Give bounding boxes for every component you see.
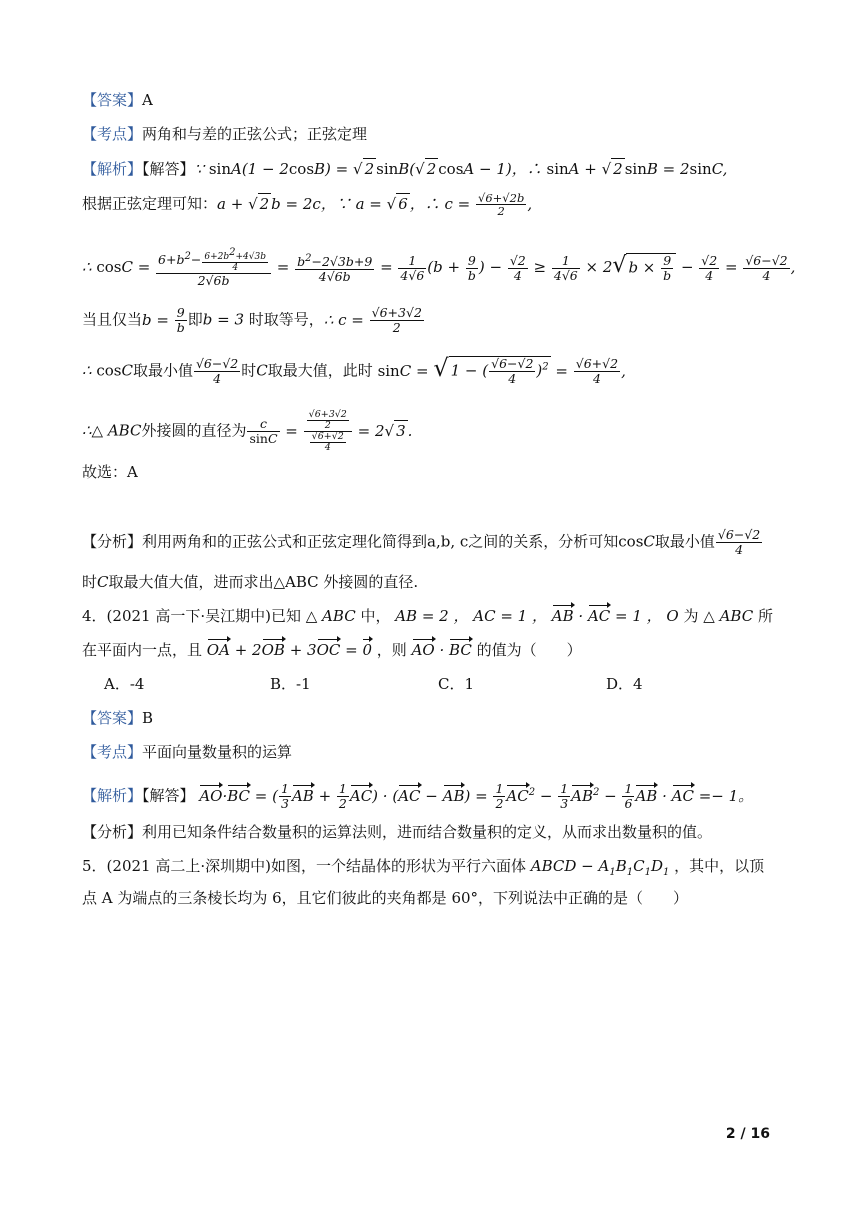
q3-line-sine-law: [82, 192, 532, 217]
analysis-tag: 【解析】: [82, 160, 143, 178]
solve-tag: 【解答】: [142, 786, 195, 805]
text: 的值为（ ）: [476, 641, 582, 659]
formula: ∵ sinA(1 − 2cosB) = √ 2 sinB(√ 2 cosA − 1)，∴ sinA + √ 2 sinB = 2sinC,: [194, 160, 728, 178]
q4-option-b: B．-1: [270, 675, 311, 693]
q3-choose: 故选：A: [82, 463, 138, 481]
text: 根据正弦定理可知：: [82, 194, 218, 213]
q3-fenxi-line2: [82, 572, 418, 592]
q4-prefix: 4．(2021 高一下·吴江期中): [82, 607, 271, 625]
text: 时: [241, 361, 257, 380]
point-text: 平面向量数量积的运算: [142, 743, 293, 761]
solve-tag: 【解答】: [142, 160, 195, 178]
formula: OA + 2OB + 3OC = 0: [206, 641, 373, 659]
formula: C: [256, 361, 268, 380]
q3-line-equal: [82, 306, 425, 335]
formula: △ ABC: [698, 607, 758, 625]
answer-tag: 【答案】: [82, 91, 143, 109]
formula: △ ABC: [300, 607, 361, 625]
q5-stem-line1: [82, 856, 764, 883]
text: 当且仅当: [82, 310, 143, 329]
text: 取最大值大值，进而求出△ABC 外接圆的直径.: [108, 573, 419, 591]
text: 所: [757, 607, 773, 625]
text: 即: [187, 310, 203, 329]
text: ，则: [376, 641, 407, 659]
point-tag: 【考点】: [82, 125, 143, 143]
formula: ∴ cosC = $6+b^2-$ $\frac{6+2b^2+4√3b}{4}$ 2√6b = $\frac{b^2-2√3b+9}{4√6b}$ = $\frac{1}{4√6}$ (b + $\frac{9}{b}$ ) − $\frac{√2}{4}$ ≥ $\frac{1}{4√6}$ × 2√ b × $\frac{9}{b}$ − $\frac{√2}{4}$ = $\frac{√6-√2}{4}$ ,: [82, 247, 796, 288]
formula: $\frac{c}{\sin C}$ = $\frac{\frac{√6+3√2}{2}}{\frac{√6+√2}{4}}$ = 2√ 3 .: [249, 409, 413, 453]
q3-fenxi-line: [82, 528, 763, 557]
text: 时取等号，: [248, 310, 324, 329]
answer-tag: 【答案】: [82, 709, 143, 727]
fenxi-tag: 【分析】: [82, 532, 143, 551]
q5-prefix: 5．(2021 高二上·深圳期中): [82, 857, 271, 875]
answer-value: A: [142, 91, 153, 109]
formula: a + √ 2 b = 2c，∵ a = √ 6 ，∴ c = $\frac{√6+√2b}{2}$ ,: [217, 191, 533, 218]
answer-value: B: [142, 709, 154, 727]
q4-fenxi-line: [82, 822, 712, 842]
q3-line-circle: [82, 410, 412, 453]
q4-analysis-line: [82, 782, 753, 811]
q4-answer-line: [82, 708, 153, 728]
formula: ∴ c = $\frac{√6+3√2}{2}$: [323, 305, 422, 335]
formula: AB = 2 ， AC = 1 ， AB · AC = 1 ， O: [390, 607, 684, 625]
formula: $\frac{√6-√2}{4}$: [717, 527, 761, 557]
formula: AO·BC = ( $\frac{1}{3}$ AB + $\frac{1}{2}$ AC) · (AC − AB) = $\frac{1}{2}$ $AC^2$ − $\frac{1}{3}$ $AB^2$ − $\frac{1}{6}$ AB · AC =− 1。: [199, 781, 754, 811]
text: ，其中，以顶: [674, 857, 765, 875]
page-number: 2 / 16: [725, 1126, 770, 1142]
formula: sinC = √ 1 − ( $\frac{√6-√2}{4}$ )$^2$ = $\frac{√6+√2}{4}$ ,: [377, 353, 626, 386]
fenxi-text: 利用已知条件结合数量积的运算法则，进而结合数量积的定义，从而求出数量积的值。: [142, 823, 713, 841]
q3-line-min: [82, 353, 626, 386]
q3-answer-line: [82, 90, 153, 110]
point-text: 两角和与差的正弦公式；正弦定理: [142, 125, 368, 143]
fenxi-text2: 取最小值: [654, 532, 715, 551]
analysis-tag: 【解析】: [82, 786, 143, 805]
formula: AO · BC: [411, 641, 472, 659]
text: 取最小值: [132, 361, 193, 380]
formula: ∴ cosC: [82, 361, 133, 380]
text: 如图，一个结晶体的形状为平行六面体: [270, 857, 526, 875]
formula: $\frac{√6-√2}{4}$: [195, 356, 239, 386]
q4-point-line: [82, 742, 292, 762]
q4-stem-line2: [82, 640, 582, 660]
q3-analysis-line: [82, 158, 727, 179]
q3-line-cosc: [82, 248, 795, 288]
fenxi-text: 利用两角和的正弦公式和正弦定理化简得到a,b, c之间的关系，分析可知: [142, 532, 619, 551]
text: 中，: [360, 607, 391, 625]
q4-stem-line1: [82, 606, 773, 626]
q4-option-c: C．1: [438, 675, 475, 693]
q4-option-d: D．4: [606, 675, 643, 693]
q4-option-a: A．-4: [104, 675, 145, 693]
fenxi-tag: 【分析】: [82, 823, 143, 841]
text: 取最大值，此时: [267, 361, 373, 380]
formula: b = $\frac{9}{b}$: [142, 305, 185, 335]
text: 在平面内一点，且: [82, 641, 203, 659]
q3-point-line: [82, 124, 367, 144]
formula: cosC: [618, 532, 655, 551]
formula: ∴△ ABC: [82, 421, 142, 440]
text: 为: [683, 607, 699, 625]
text: 时: [82, 573, 98, 591]
q5-stem-line2: 点 A 为端点的三条棱长均为 6，且它们彼此的夹角都是 60°，下列说法中正确的是（ ）: [82, 889, 689, 907]
text: 外接圆的直径为: [141, 421, 247, 440]
formula: b = 3: [202, 310, 249, 329]
point-tag: 【考点】: [82, 743, 143, 761]
formula: ABCD − $A_1B_1C_1D_1$: [525, 857, 670, 878]
text: 已知: [270, 607, 301, 625]
formula: C: [97, 573, 109, 591]
